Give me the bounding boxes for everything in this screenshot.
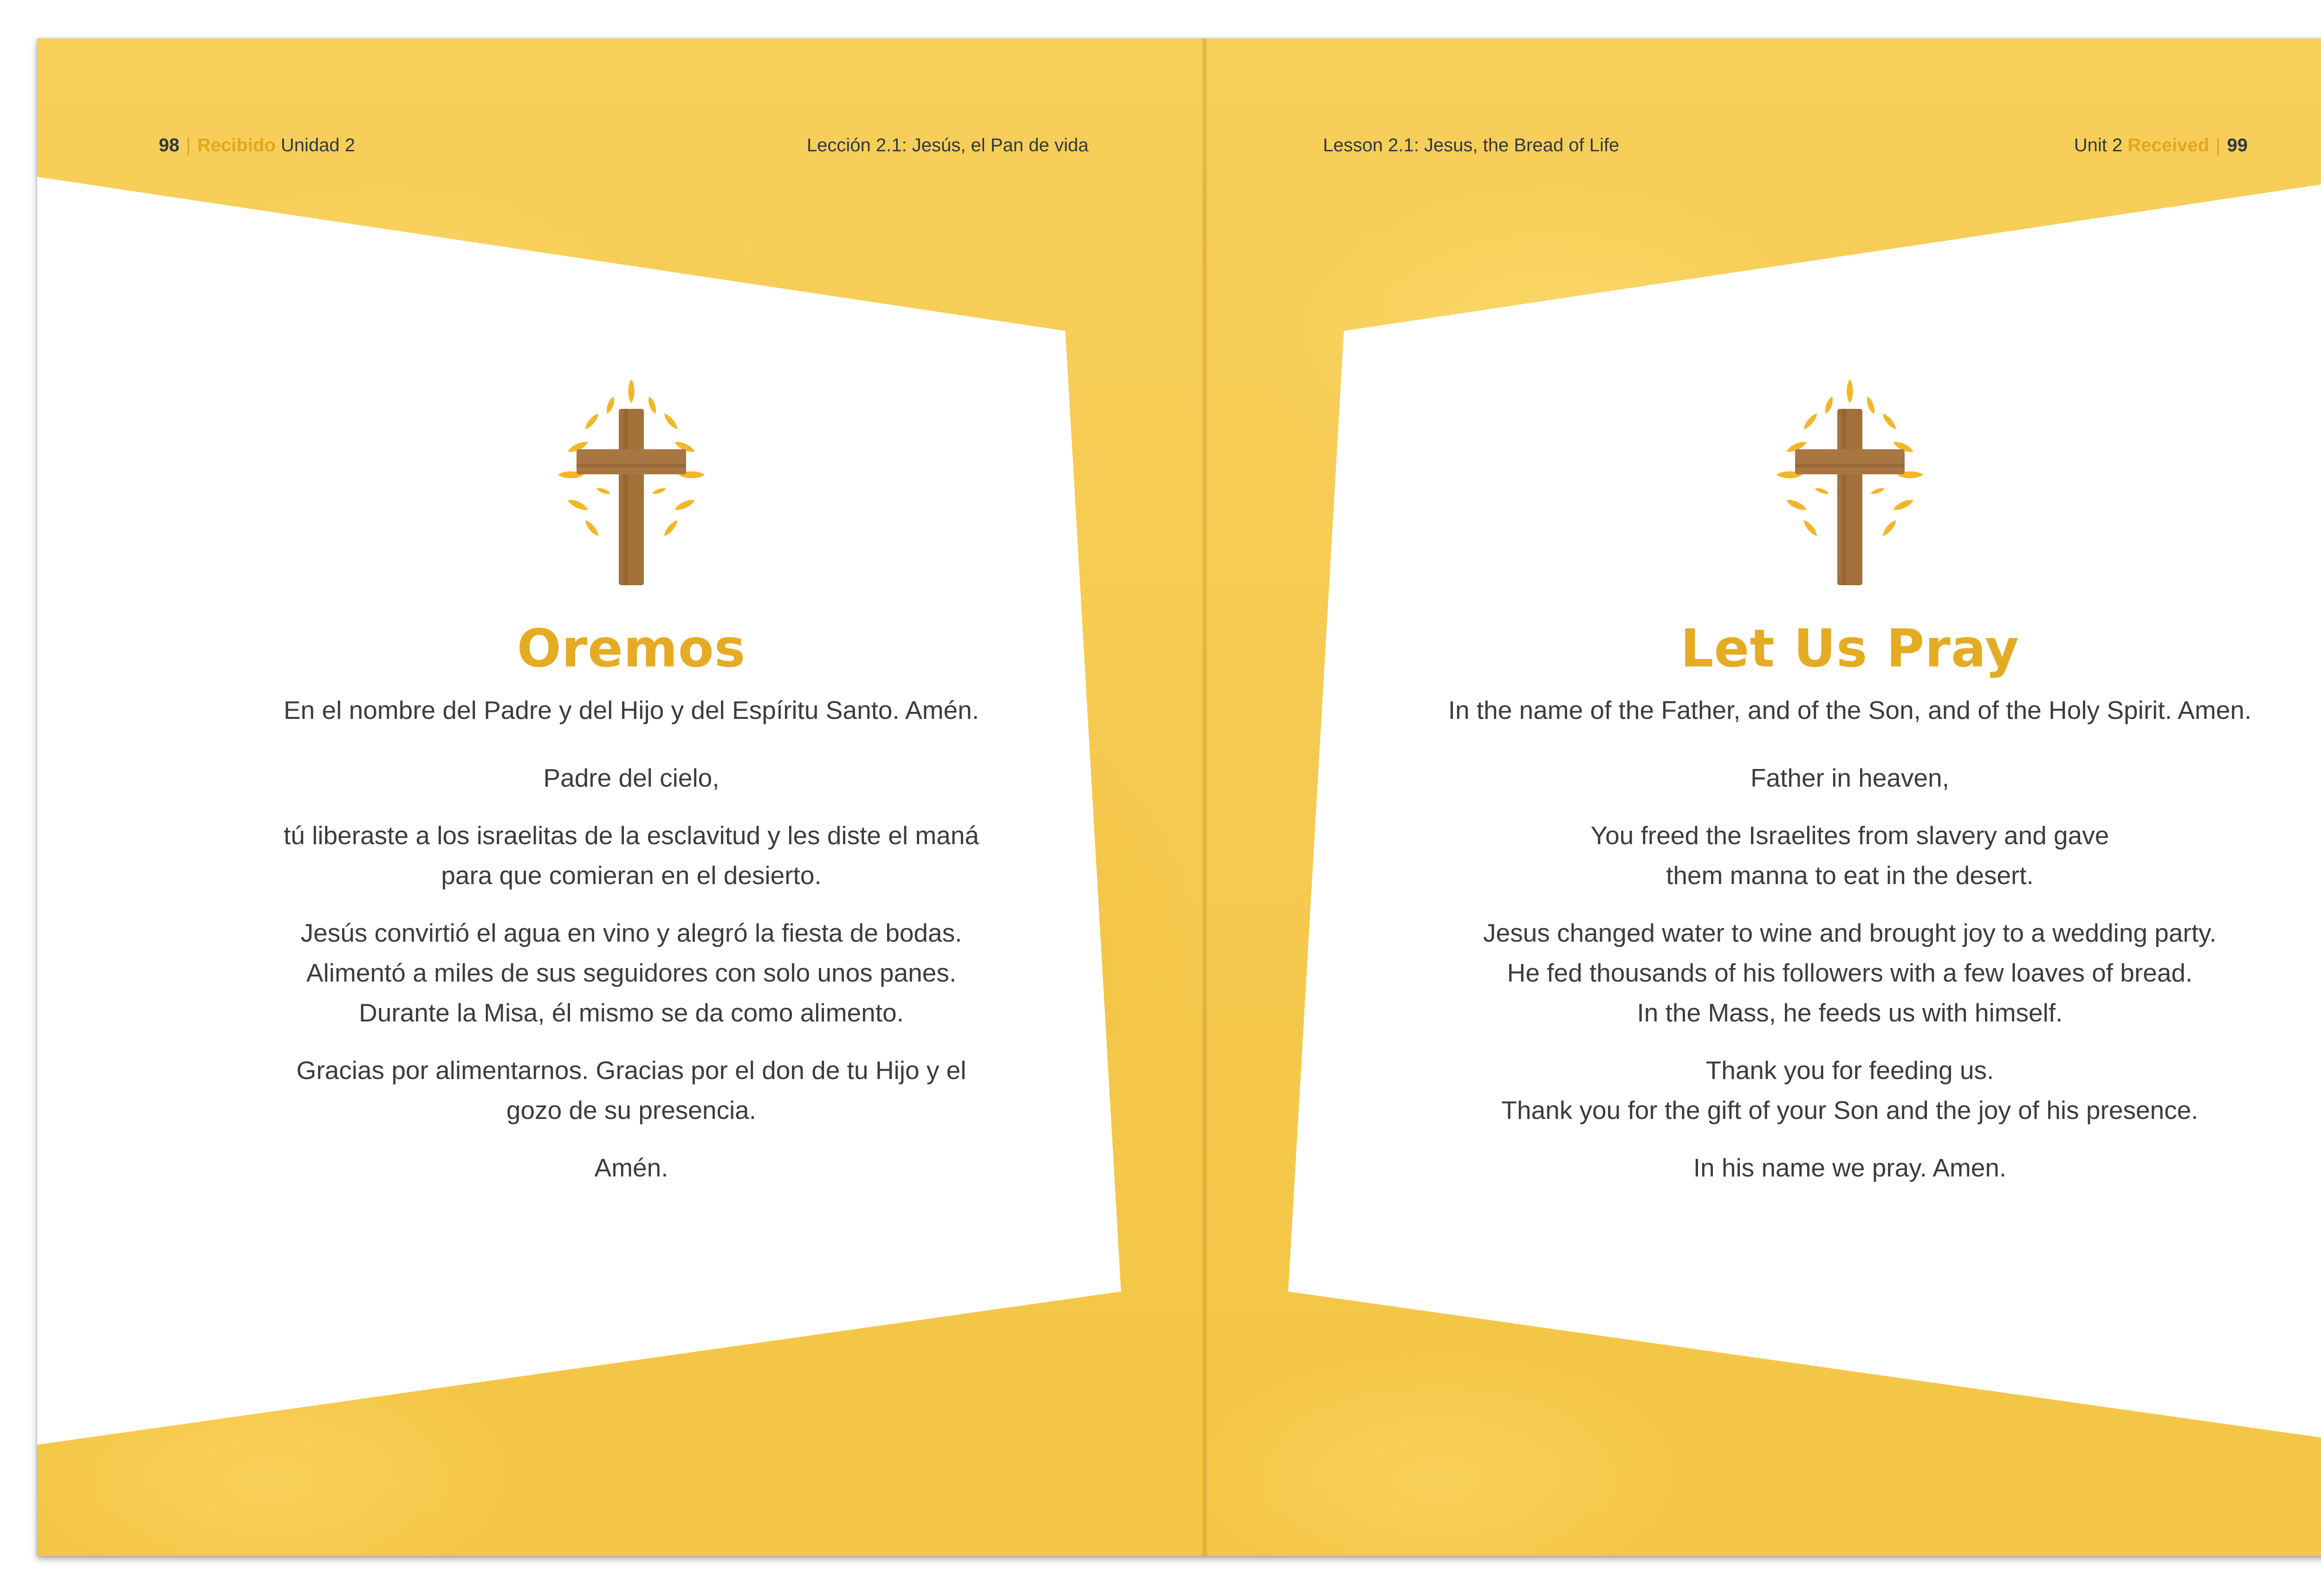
prayer-line: Amén. — [594, 1153, 668, 1182]
unit-label: Unidad 2 — [280, 135, 356, 155]
prayer-line: You freed the Israelites from slavery and gave — [1590, 821, 2109, 850]
prayer-line: Gracias por alimentarnos. Gracias por el don de tu Hijo y el — [296, 1056, 966, 1085]
prayer-line: In his name we pray. Amen. — [1693, 1153, 2007, 1182]
opening-line: En el nombre del Padre y del Hijo y del Espíritu Santo. Amén. — [283, 696, 979, 724]
prayer-stanza — [190, 758, 1072, 798]
prayer-line: them manna to eat in the desert. — [1666, 861, 2034, 890]
unit-label: Unit 2 — [2074, 135, 2123, 155]
prayer-stanza — [190, 1148, 1072, 1188]
prayer-section — [1409, 373, 2291, 1188]
prayer-line: tú liberaste a los israelitas de la esclavitud y les diste el maná — [284, 821, 979, 850]
page-number: 99 — [2227, 135, 2248, 155]
cross-icon — [534, 373, 729, 591]
prayer-line: Thank you for the gift of your Son and the joy of his presence. — [1501, 1096, 2198, 1124]
prayer-line: Thank you for feeding us. — [1705, 1056, 1994, 1085]
prayer-title: Let Us Pray — [1680, 619, 2019, 679]
header-divider: | — [2216, 135, 2221, 155]
prayer-line: Durante la Misa, él mismo se da como alimento. — [359, 998, 904, 1027]
prayer-line: gozo de su presencia. — [506, 1096, 757, 1124]
opening-line: In the name of the Father, and of the Son, and of the Holy Spirit. Amen. — [1448, 696, 2252, 724]
prayer-stanza — [1409, 815, 2291, 895]
book-spread — [37, 39, 2321, 1556]
prayer-stanza — [190, 1050, 1072, 1130]
prayer-title: Oremos — [517, 619, 746, 679]
page-gutter — [1201, 39, 1208, 1556]
page-header-right — [2074, 135, 2248, 156]
page-header-left — [159, 135, 355, 156]
prayer-stanza — [190, 913, 1072, 1033]
page-number: 98 — [159, 135, 180, 155]
prayer-stanza — [1409, 1050, 2291, 1130]
prayer-line: Jesús convirtió el agua en vino y alegró la fiesta de bodas. — [300, 918, 962, 947]
prayer-section — [190, 373, 1072, 1188]
right-page — [1205, 39, 2321, 1556]
prayer-stanza — [1409, 758, 2291, 798]
prayer-stanza — [1409, 913, 2291, 1033]
prayer-line: Jesus changed water to wine and brought joy to a wedding party. — [1483, 918, 2217, 947]
prayer-line: Padre del cielo, — [543, 763, 720, 792]
prayer-line: Alimentó a miles de sus seguidores con solo unos panes. — [306, 958, 957, 987]
brand-label: Received — [2127, 135, 2210, 155]
prayer-line: para que comieran en el desierto. — [441, 861, 822, 890]
lesson-label: Lesson 2.1: Jesus, the Bread of Life — [1323, 135, 1620, 155]
prayer-line: In the Mass, he feeds us with himself. — [1637, 998, 2063, 1027]
prayer-stanza — [1409, 1148, 2291, 1188]
brand-label: Recibido — [197, 135, 276, 155]
prayer-line: He fed thousands of his followers with a few loaves of bread. — [1507, 958, 2193, 987]
cross-icon — [1752, 373, 1947, 591]
prayer-line: Father in heaven, — [1750, 763, 1950, 792]
prayer-stanza — [190, 815, 1072, 895]
left-page — [37, 39, 1205, 1556]
header-divider: | — [186, 135, 191, 155]
lesson-label: Lección 2.1: Jesús, el Pan de vida — [806, 135, 1089, 155]
